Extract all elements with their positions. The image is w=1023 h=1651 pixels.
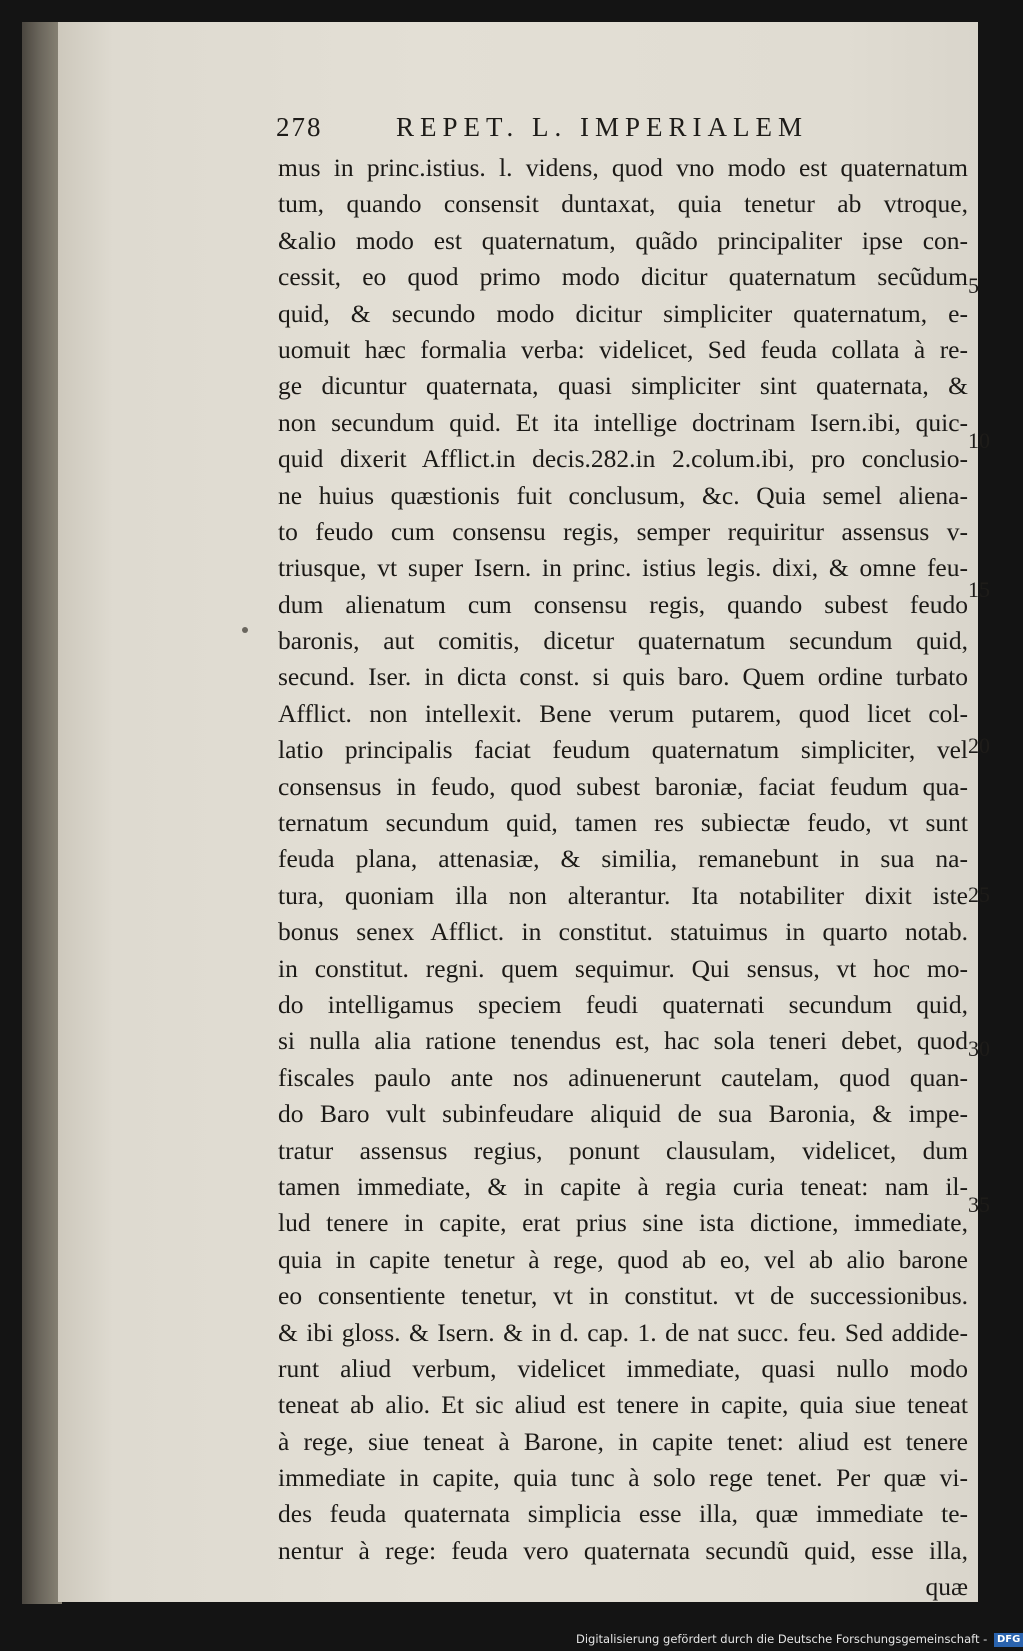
- margin-number: 35: [968, 1192, 990, 1217]
- text-line: dum alienatum cum consensu regis, quando subest feudo: [278, 589, 968, 619]
- dfg-logo: DFG: [994, 1633, 1023, 1647]
- text-line: tum, quando consensit duntaxat, quia tenetur ab vtroque,: [278, 189, 968, 219]
- text-line: quæ: [925, 1572, 968, 1602]
- margin-number: 25: [968, 882, 990, 907]
- text-line: tratur assensus regius, ponunt clausulam, videlicet, dum: [278, 1135, 968, 1165]
- text-line: lud tenere in capite, erat prius sine ista dictione, immediate,: [278, 1208, 968, 1238]
- text-line: fiscales paulo ante nos adinuenerunt cautelam, quod quan-: [278, 1062, 968, 1092]
- running-header: [276, 112, 836, 148]
- text-line: uomuit hæc formalia verba: videlicet, Sed feuda collata à re-: [278, 334, 968, 364]
- text-line: tura, quoniam illa non alterantur. Ita notabiliter dixit iste: [278, 880, 968, 910]
- text-line: mus in princ.istius. l. videns, quod vno modo est quaternatum: [278, 153, 968, 182]
- footer-text: Digitalisierung gefördert durch die Deutsche Forschungsgemeinschaft -: [576, 1632, 988, 1646]
- text-line: à rege, siue teneat à Barone, in capite tenet: aliud est tenere: [278, 1426, 968, 1456]
- margin-number: 5: [968, 273, 979, 298]
- text-line: nentur à rege: feuda vero quaternata secundũ quid, esse illa,: [278, 1535, 968, 1565]
- text-line: to feudo cum consensu regis, semper requiritur assensus v-: [278, 516, 968, 546]
- text-line: &alio modo est quaternatum, quãdo principaliter ipse con-: [278, 225, 968, 255]
- text-line: eo consentiente tenetur, vt in constitut. vt de successionibus.: [278, 1281, 968, 1311]
- text-line: ternatum secundum quid, tamen res subiectæ feudo, vt sunt: [278, 808, 968, 838]
- text-line: do intelligamus speciem feudi quaternati secundum quid,: [278, 989, 968, 1019]
- text-line: baronis, aut comitis, dicetur quaternatum secundum quid,: [278, 626, 968, 656]
- text-line: immediate in capite, quia tunc à solo rege tenet. Per quæ vi-: [278, 1463, 968, 1493]
- text-line: quid, & secundo modo dicitur simpliciter quaternatum, e-: [278, 298, 968, 328]
- text-line: teneat ab alio. Et sic aliud est tenere in capite, quia siue teneat: [278, 1390, 968, 1420]
- page-number: 278: [276, 112, 323, 142]
- ink-spot: [242, 627, 248, 633]
- text-line: secund. Iser. in dicta const. si quis baro. Quem ordine turbato: [278, 662, 968, 692]
- running-title: REPET. L. IMPERIALEM: [396, 112, 808, 142]
- text-line: bonus senex Afflict. in constitut. statuimus in quarto notab.: [278, 917, 968, 947]
- text-line: feuda plana, attenasiæ, & similia, remanebunt in sua na-: [278, 844, 968, 874]
- text-line: Afflict. non intellexit. Bene verum putarem, quod licet col-: [278, 698, 968, 728]
- margin-number: 15: [968, 577, 990, 602]
- margin-number: 30: [968, 1036, 990, 1061]
- text-line: non secundum quid. Et ita intellige doctrinam Isern.ibi, quic-: [278, 407, 968, 437]
- text-line: in constitut. regni. quem sequimur. Qui sensus, vt hoc mo-: [278, 953, 968, 983]
- margin-number: 20: [968, 733, 990, 758]
- text-line: consensus in feudo, quod subest baroniæ, faciat feudum qua-: [278, 771, 968, 801]
- text-line: quid dixerit Afflict.in decis.282.in 2.colum.ibi, pro conclusio-: [278, 444, 968, 474]
- body-text: [278, 150, 968, 1606]
- text-line: runt aliud verbum, videlicet immediate, quasi nullo modo: [278, 1353, 968, 1383]
- text-line: do Baro vult subinfeudare aliquid de sua Baronia, & impe-: [278, 1099, 968, 1129]
- book-spine: [22, 22, 62, 1604]
- text-line: quia in capite tenetur à rege, quod ab eo, vel ab alio barone: [278, 1244, 968, 1274]
- digitization-footer: [576, 1630, 1023, 1648]
- text-line: cessit, eo quod primo modo dicitur quaternatum secũdum: [278, 262, 968, 292]
- text-line: ge dicuntur quaternata, quasi simpliciter sint quaternata, &: [278, 371, 968, 401]
- text-line: & ibi gloss. & Isern. & in d. cap. 1. de nat succ. feu. Sed addide-: [278, 1317, 968, 1347]
- text-line: tamen immediate, & in capite à regia curia teneat: nam il-: [278, 1171, 968, 1201]
- text-line: des feuda quaternata simplicia esse illa, quæ immediate te-: [278, 1499, 968, 1529]
- text-line: si nulla alia ratione tenendus est, hac sola teneri debet, quod: [278, 1026, 968, 1056]
- text-line: latio principalis faciat feudum quaternatum simpliciter, vel: [278, 735, 968, 765]
- margin-number: 10: [968, 428, 990, 453]
- text-line: ne huius quæstionis fuit conclusum, &c. Quia semel aliena-: [278, 480, 968, 510]
- text-line: triusque, vt super Isern. in princ. istius legis. dixi, & omne feu-: [278, 553, 968, 583]
